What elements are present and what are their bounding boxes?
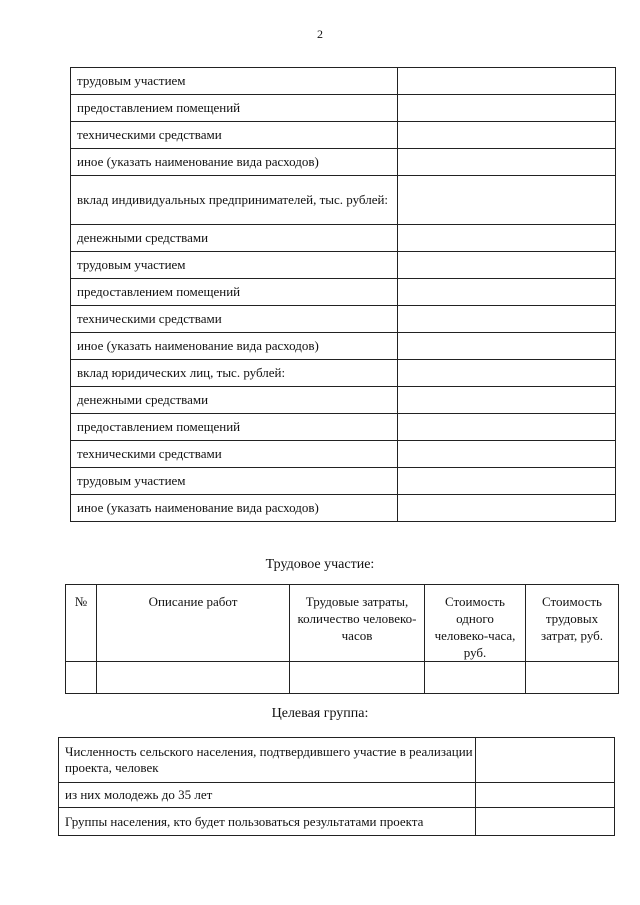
value-cell xyxy=(476,808,615,836)
empty-cell xyxy=(66,662,97,694)
value-cell xyxy=(398,95,616,122)
row-label: вклад индивидуальных предпринимателей, тыс. рублей: xyxy=(71,176,398,225)
table-row xyxy=(71,468,616,495)
row-label: предоставлением помещений xyxy=(71,414,398,441)
empty-cell xyxy=(290,662,425,694)
empty-cell xyxy=(425,662,526,694)
value-cell xyxy=(476,738,615,783)
row-label: денежными средствами xyxy=(71,225,398,252)
table-row xyxy=(59,783,615,808)
table-row xyxy=(59,738,615,783)
table-row xyxy=(66,662,619,694)
table-row xyxy=(71,360,616,387)
value-cell xyxy=(398,279,616,306)
value-cell xyxy=(398,306,616,333)
table-row xyxy=(71,279,616,306)
table-row xyxy=(71,225,616,252)
table-row xyxy=(71,252,616,279)
row-label: из них молодежь до 35 лет xyxy=(59,783,476,808)
value-cell xyxy=(398,122,616,149)
header-hour-cost: Стоимость одного человеко-часа, руб. xyxy=(425,585,526,662)
table-row xyxy=(71,387,616,414)
row-label: денежными средствами xyxy=(71,387,398,414)
expenses-table xyxy=(70,67,616,522)
row-label: предоставлением помещений xyxy=(71,279,398,306)
value-cell xyxy=(398,441,616,468)
row-label: иное (указать наименование вида расходов) xyxy=(71,495,398,522)
table-row xyxy=(71,176,616,225)
table-row xyxy=(71,306,616,333)
value-cell xyxy=(398,495,616,522)
table-row xyxy=(71,122,616,149)
table-row xyxy=(59,808,615,836)
row-label: Численность сельского населения, подтвердившего участие в реализации проекта, человек xyxy=(59,738,476,783)
value-cell xyxy=(398,333,616,360)
page-number: 2 xyxy=(317,27,323,41)
row-label: техническими средствами xyxy=(71,306,398,333)
value-cell xyxy=(398,387,616,414)
row-label: предоставлением помещений xyxy=(71,95,398,122)
header-labor-hours: Трудовые затраты, количество человеко-часов xyxy=(290,585,425,662)
table-row xyxy=(71,95,616,122)
row-label: иное (указать наименование вида расходов) xyxy=(71,149,398,176)
value-cell xyxy=(398,252,616,279)
row-label: иное (указать наименование вида расходов) xyxy=(71,333,398,360)
table-row xyxy=(71,441,616,468)
header-total-cost: Стоимость трудовых затрат, руб. xyxy=(526,585,619,662)
value-cell xyxy=(398,225,616,252)
value-cell xyxy=(398,468,616,495)
target-group-table xyxy=(58,737,615,836)
value-cell xyxy=(398,360,616,387)
header-number: № xyxy=(66,585,97,662)
value-cell xyxy=(398,149,616,176)
table-row xyxy=(71,333,616,360)
row-label: трудовым участием xyxy=(71,252,398,279)
row-label: техническими средствами xyxy=(71,441,398,468)
row-label: трудовым участием xyxy=(71,468,398,495)
row-label: техническими средствами xyxy=(71,122,398,149)
labor-table xyxy=(65,584,619,694)
row-label: трудовым участием xyxy=(71,68,398,95)
row-label: вклад юридических лиц, тыс. рублей: xyxy=(71,360,398,387)
value-cell xyxy=(398,176,616,225)
header-work-description: Описание работ xyxy=(97,585,290,662)
target-section-title: Целевая группа: xyxy=(271,706,369,721)
table-row xyxy=(71,68,616,95)
labor-section-title: Трудовое участие: xyxy=(265,557,375,572)
value-cell xyxy=(398,68,616,95)
value-cell xyxy=(398,414,616,441)
table-row xyxy=(71,149,616,176)
row-label: Группы населения, кто будет пользоваться результатами проекта xyxy=(59,808,476,836)
empty-cell xyxy=(97,662,290,694)
table-row xyxy=(71,495,616,522)
empty-cell xyxy=(526,662,619,694)
table-header-row xyxy=(66,585,619,662)
table-row xyxy=(71,414,616,441)
value-cell xyxy=(476,783,615,808)
